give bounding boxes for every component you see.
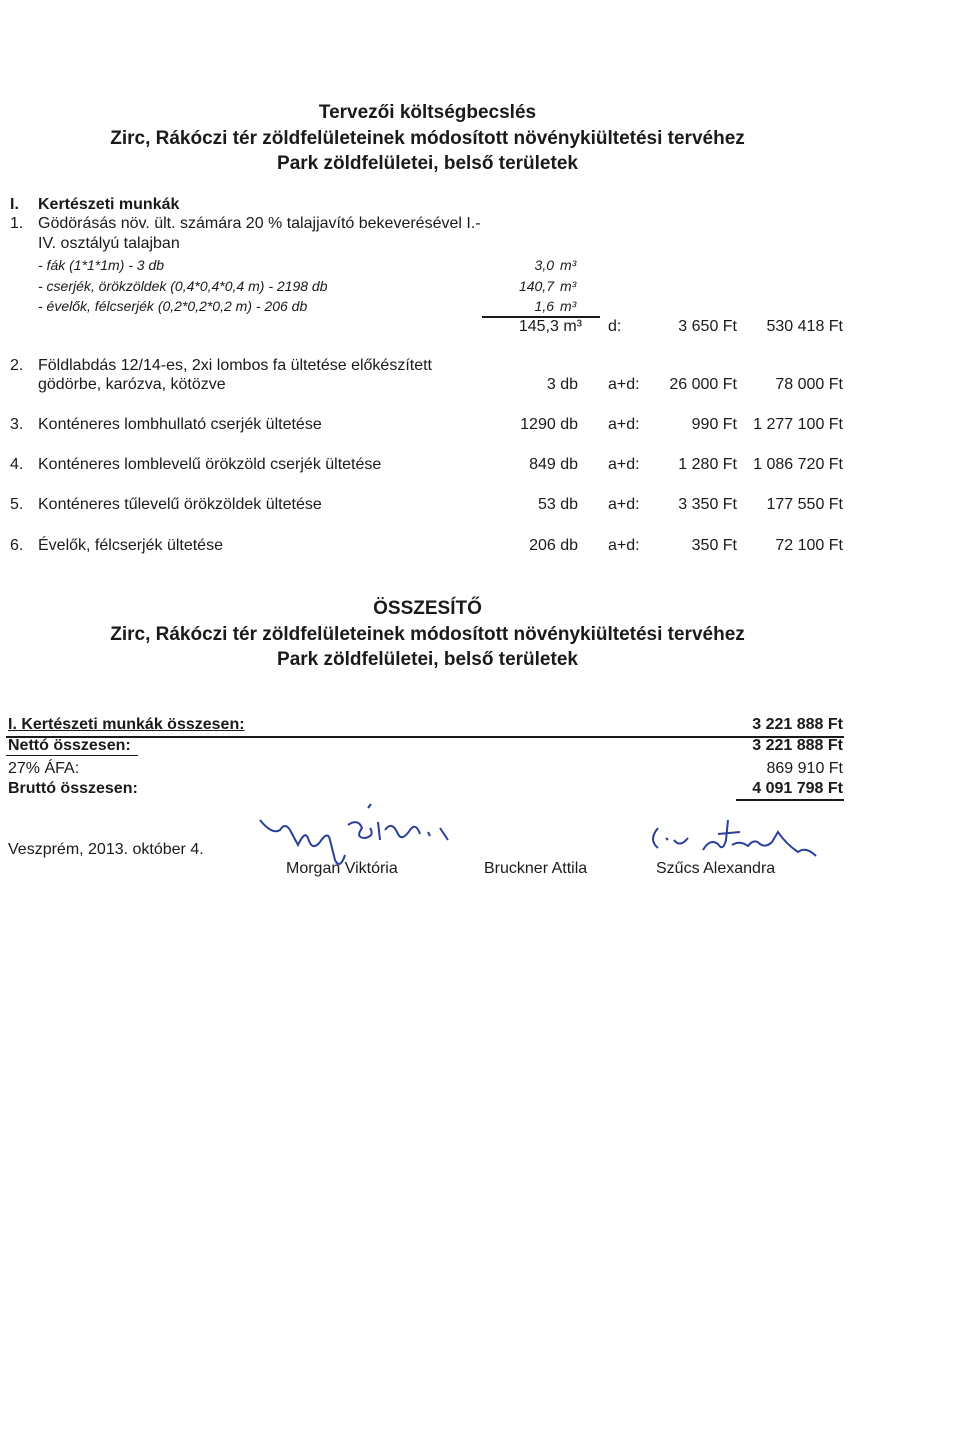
summary-row-label: 27% ÁFA: <box>8 760 80 777</box>
item-type: a+d: <box>608 537 640 554</box>
sub-item-label: - évelők, félcserjék (0,2*0,2*0,2 m) - 206 db <box>38 298 308 314</box>
sub-item-unit: m³ <box>560 298 577 314</box>
document-title: Tervezői költségbecslés <box>318 102 537 123</box>
item-number: 6. <box>10 537 24 554</box>
item-description: Konténeres tűlevelű örökzöldek ültetése <box>38 496 322 513</box>
summary-row-value: 3 221 888 Ft <box>752 737 843 754</box>
item-total: 1 277 100 Ft <box>753 416 843 433</box>
item-type: a+d: <box>608 496 640 513</box>
item-quantity: 849 db <box>529 456 578 473</box>
signer-name: Szűcs Alexandra <box>656 860 776 877</box>
item-total: 78 000 Ft <box>775 376 843 393</box>
item-total: 1 086 720 Ft <box>753 456 843 473</box>
item-number: 2. <box>10 357 24 374</box>
sub-item-unit: m³ <box>560 278 577 294</box>
net-underline <box>6 755 138 756</box>
document-subtitle-2: Park zöldfelületei, belső területek <box>277 153 578 174</box>
signer-name: Morgan Viktória <box>286 860 398 877</box>
item-quantity: 3 db <box>546 376 578 393</box>
item-description-line2: IV. osztályú talajban <box>38 235 180 252</box>
sub-item-quantity: 140,7 <box>518 278 554 294</box>
gross-underline <box>736 799 844 801</box>
summary-row-value: 869 910 Ft <box>766 760 843 777</box>
item-total: 530 418 Ft <box>766 318 843 335</box>
item-unit-price: 26 000 Ft <box>669 376 737 393</box>
item-quantity: 53 db <box>537 496 578 513</box>
item-unit-price: 990 Ft <box>691 416 737 433</box>
document-subtitle: Zirc, Rákóczi tér zöldfelületeinek módosított növénykiültetési tervéhez <box>110 128 745 149</box>
item-description: Földlabdás 12/14-es, 2xi lombos fa ültetése előkészített <box>38 357 432 374</box>
sub-item-quantity: 3,0 <box>534 257 554 273</box>
item-unit-price: 3 650 Ft <box>678 318 737 335</box>
summary-row-value: 3 221 888 Ft <box>752 716 843 733</box>
item-unit-price: 1 280 Ft <box>678 456 737 473</box>
item-description: Konténeres lomblevelű örökzöld cserjék ültetése <box>38 456 382 473</box>
item-quantity: 1290 db <box>520 416 578 433</box>
item-number: 1. <box>10 215 24 232</box>
summary-subtitle: Zirc, Rákóczi tér zöldfelületeinek módosított növénykiültetési tervéhez <box>110 624 745 645</box>
item-type: a+d: <box>608 456 640 473</box>
item-description: Gödörásás növ. ült. számára 20 % talajjavító bekeverésével I.- <box>38 215 481 232</box>
item-description-line2: gödörbe, karózva, kötözve <box>38 376 226 393</box>
sub-item-label: - cserjék, örökzöldek (0,4*0,4*0,4 m) - 2198 db <box>38 278 328 294</box>
item-unit-price: 350 Ft <box>691 537 737 554</box>
item-number: 3. <box>10 416 24 433</box>
item-unit-price: 3 350 Ft <box>678 496 737 513</box>
signer-name: Bruckner Attila <box>484 860 588 877</box>
section-label: Kertészeti munkák <box>38 196 180 213</box>
item-quantity: 145,3 m³ <box>518 318 582 335</box>
item-number: 5. <box>10 496 24 513</box>
sub-item-quantity: 1,6 <box>534 298 554 314</box>
item-type: a+d: <box>608 376 640 393</box>
summary-subtitle-2: Park zöldfelületei, belső területek <box>277 649 578 670</box>
summary-row-label: I. Kertészeti munkák összesen: <box>8 716 245 733</box>
section-number: I. <box>10 196 19 213</box>
summary-row-label: Nettó összesen: <box>8 737 131 754</box>
summary-row-label: Bruttó összesen: <box>8 780 138 797</box>
item-number: 4. <box>10 456 24 473</box>
item-total: 72 100 Ft <box>775 537 843 554</box>
item-description: Konténeres lombhullató cserjék ültetése <box>38 416 322 433</box>
item-description: Évelők, félcserjék ültetése <box>38 537 223 554</box>
place-and-date: Veszprém, 2013. október 4. <box>8 841 204 858</box>
summary-row-value: 4 091 798 Ft <box>752 780 843 797</box>
item-quantity: 206 db <box>529 537 578 554</box>
item-type: a+d: <box>608 416 640 433</box>
item-total: 177 550 Ft <box>766 496 843 513</box>
sub-item-unit: m³ <box>560 257 577 273</box>
item-type: d: <box>608 318 622 335</box>
summary-title: ÖSSZESÍTŐ <box>373 598 482 619</box>
sub-item-label: - fák (1*1*1m) - 3 db <box>38 257 165 273</box>
